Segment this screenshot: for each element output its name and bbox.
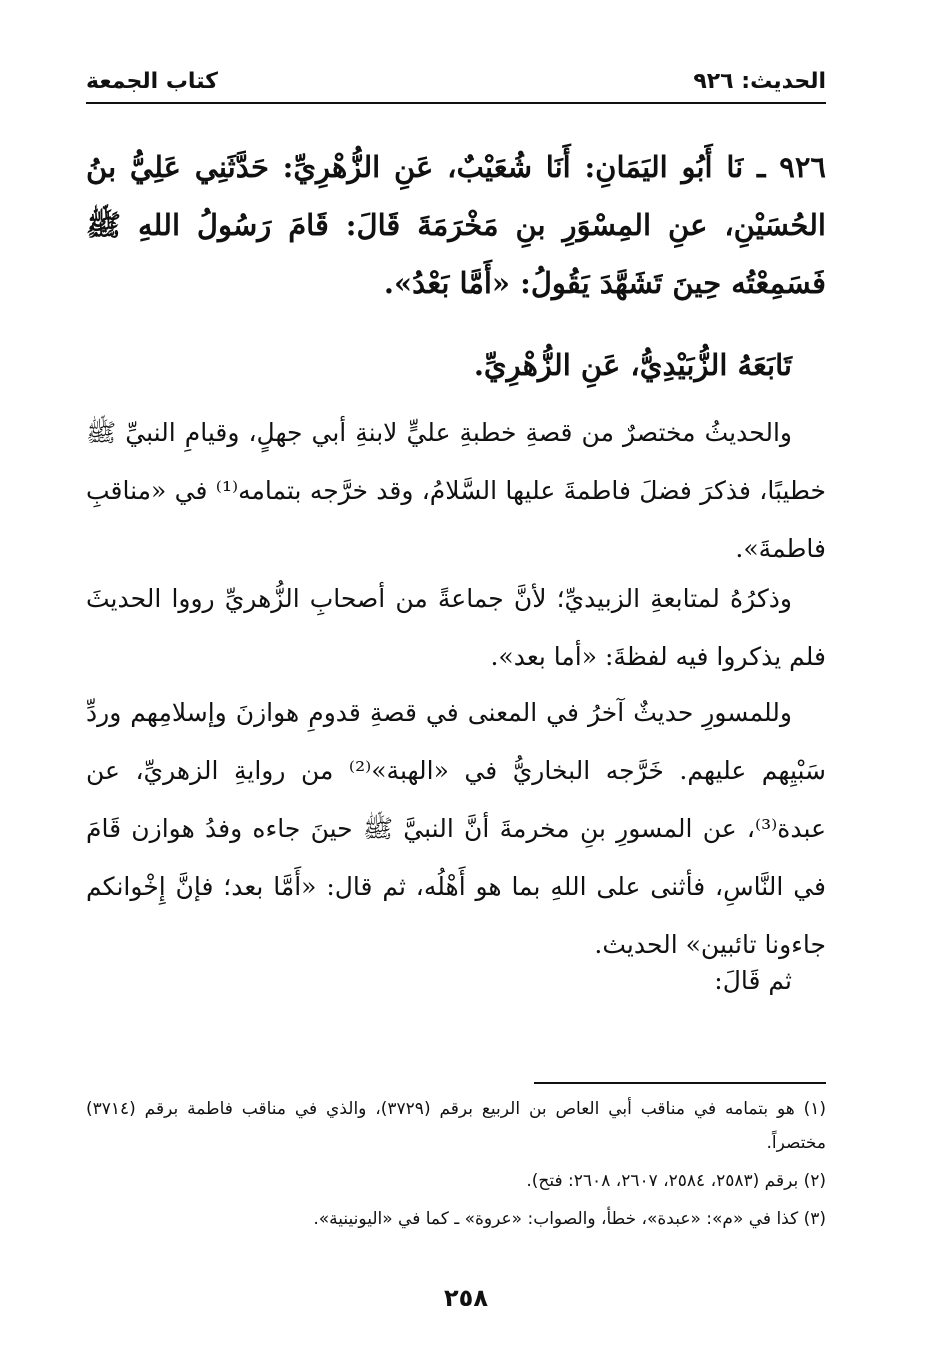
mutabaah-line: تَابَعَهُ الزُّبَيْدِيُّ، عَنِ الزُّهْرِيِّ. [473, 348, 792, 382]
commentary-paragraph-3: وللمسورِ حديثٌ آخرُ في المعنى في قصةِ قدومِ هوازنَ وإسلامِهم وردِّ سَبْيِهم عليهم. خَرَّجه البخاريُّ في «الهبة»⁽²⁾ من روايةِ الزهريِّ، عن عبدة⁽³⁾، عن المسورِ بنِ مخرمةَ أنَّ النبيَّ ﷺ حينَ جاءه وفدُ هوازن قَامَ في النَّاسِ، فأثنى على اللهِ بما هو أَهْلُه، ثم قال: «أَمَّا بعد؛ فإنَّ إِخْوانكم جاءونا تائبين» الحديث. [86, 698, 826, 959]
book-title: كتاب الجمعة [86, 68, 218, 94]
header-divider [86, 102, 826, 104]
footnote-divider [534, 1082, 826, 1084]
commentary-paragraph-4: ثم قَالَ: [714, 966, 792, 995]
commentary-paragraph-1: والحديثُ مختصرٌ من قصةِ خطبةِ عليٍّ لابنةِ أبي جهلٍ، وقيامِ النبيِّ ﷺ خطيبًا، فذكرَ فضلَ فاطمةَ عليها السَّلامُ، وقد خرَّجه بتمامه⁽¹⁾ في «مناقبِ فاطمةَ». [86, 418, 827, 563]
commentary-paragraph-2: وذكرُهُ لمتابعةِ الزبيديِّ؛ لأنَّ جماعةً من أصحابِ الزُّهريِّ رووا الحديثَ فلم يذكروا فيه لفظةَ: «أما بعد». [86, 584, 826, 671]
footnotes [86, 1092, 826, 1240]
footnote-1: (١) هو بتمامه في مناقب أبي العاص بن الربيع برقم (٣٧٢٩)، والذي في مناقب فاطمة برقم (٣٧١٤) مختصراً. [86, 1099, 827, 1153]
running-header [86, 62, 826, 100]
footnote-2: (٢) برقم (٢٥٨٣، ٢٥٨٤، ٢٦٠٧، ٢٦٠٨: فتح). [526, 1171, 826, 1191]
hadith-number-label: الحديث: ٩٢٦ [693, 68, 826, 94]
footnote-3: (٣) كذا في «م»: «عبدة»، خطأ، والصواب: «عروة» ـ كما في «اليونينية». [313, 1209, 826, 1229]
page-number: ٢٥٨ [444, 1284, 488, 1312]
hadith-text: ٩٢٦ ـ نَا أَبُو اليَمَانِ: أَنَا شُعَيْبٌ، عَنِ الزُّهْرِيِّ: حَدَّثَنِي عَلِيُّ بنُ الحُسَيْنِ، عنِ المِسْوَرِ بنِ مَخْرَمَةَ قَالَ: قَامَ رَسُولُ اللهِ ﷺ فَسَمِعْتُه حِينَ تَشَهَّدَ يَقُولُ: «أَمَّا بَعْدُ». [86, 150, 826, 300]
